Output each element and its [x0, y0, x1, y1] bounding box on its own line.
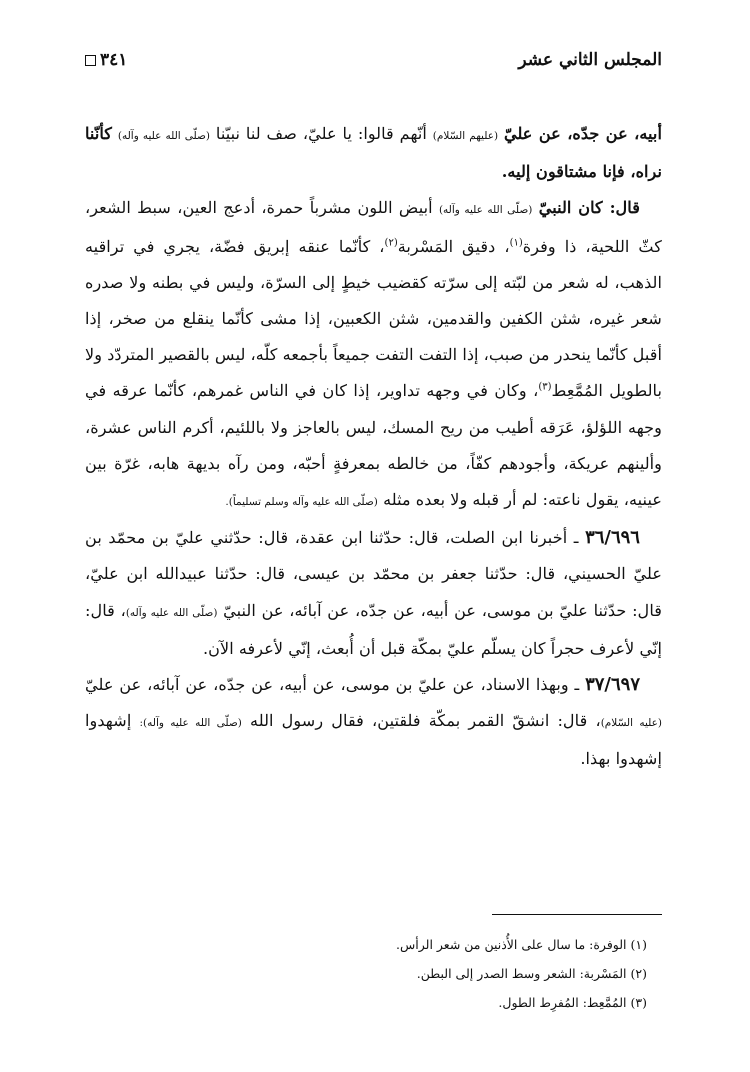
p2-text-c: ، دقيق المَسْربة [397, 236, 510, 256]
p2-text-a: قال: كان النبيّ [538, 198, 640, 218]
page-number [85, 50, 127, 70]
p2-blessing-end: (صلّى الله عليه وآله وسلم تسليماً). [225, 496, 378, 509]
p1-text-a: أبيه، عن جدّه، عن عليّ [503, 124, 662, 143]
running-header [85, 46, 662, 78]
paragraph-2 [85, 190, 662, 520]
footnotes [85, 930, 647, 1017]
chapter-title: المجلس الثاني عشر [518, 50, 662, 70]
p2-text-e: ، وكان في وجهه تداوير، إذا كان في الناس غمرهم، كأنّما عرقه في وجهه اللؤلؤ، عَرَقه أطيب من ريح المسك، ليس بالعاجز ولا باللئيم، أكرم الناس عشرة، وألينهم عريكة، وأجودهم كفّاً، من خالطه بمعرفةٍ أحبّه، ومن رآه بديهة هابه، غرّة بين عينيه، يقول ناعته: لم أر قبله ولا بعده مثله [85, 381, 662, 510]
p1-blessing-a: (عليهم السّلام) [432, 130, 499, 142]
p4-blessing-a: (عليه السّلام) [600, 717, 663, 730]
footnote-ref-2[interactable]: (٢) [384, 237, 398, 249]
p3-text-a: ـ أخبرنا ابن الصلت، قال: حدّثنا ابن عقدة، قال: حدّثني عليّ بن محمّد بن عليّ الحسيني، قال: حدّثنا جعفر بن محمّد بن عيسى، قال: حدّثنا عبيدالله ابن عليّ، قال: حدّثنا عليّ بن موسى، عن أبيه، عن جدّه، عن آبائه، عن النبيّ [85, 528, 662, 620]
footnote-2: (٢) المَسْربة: الشعر وسط الصدر إلى البطن. [416, 966, 647, 981]
p3-text-b: ، قال: إنّي لأعرف حجراً كان يسلّم عليّ بمكّة قبل أن أُبعث، إنّي لأعرفه الآن. [85, 600, 662, 658]
paragraph-4 [85, 667, 662, 778]
paragraph-3 [85, 520, 662, 667]
p4-text-b: ، قال: انشقّ القمر بمكّة فلقتين، فقال رسول الله [250, 711, 601, 731]
p2-blessing-a: (صلّى الله عليه وآله) [438, 204, 533, 217]
footnote-ref-3[interactable]: (٣) [538, 382, 552, 394]
p4-blessing-b: (صلّى الله عليه وآله): [139, 717, 242, 730]
body-text [85, 116, 662, 778]
hadith-number-697: ٣٧/٦٩٧ [585, 674, 640, 696]
page-number-text: ٣٤١ [100, 50, 128, 70]
p2-text-d: ، كأنّما عنقه إبريق فضّة، يجري في تراقيه الذهب، له شعر من لبّته إلى سرّته كقضيب خيطٍ إلى السرّة، وليس في بطنه ولا صدره شعر غيره، شثن الكفين والقدمين، شثن الكعبين، إذا مشى كأنّما ينقلع من صخر، إذا أقبل كأنّما ينحدر من صبب، إذا التفت التفت جميعاً بأجمعه كلّه، ليس بالقصير المتردّد ولا بالطويل المُمَّعِط [85, 236, 662, 401]
page-marker-box-icon [85, 55, 96, 66]
hadith-number-696: ٣٦/٦٩٦ [585, 527, 640, 549]
p1-blessing-b: (صلّى الله عليه وآله) [117, 130, 211, 142]
footnote-1: (١) الوفرة: ما سال على الأُذنين من شعر الرأس. [396, 937, 647, 952]
footnote-ref-1[interactable]: (١) [509, 237, 523, 249]
footnote-separator [492, 914, 662, 915]
p4-text-a: ـ وبهذا الاسناد، عن عليّ بن موسى، عن أبيه، عن جدّه، عن آبائه، عن عليّ [85, 675, 580, 695]
p1-text-c: كأنّنا نراه، فإنا مشتاقون إليه. [85, 124, 662, 182]
paragraph-1 [85, 116, 662, 190]
p2-text-b: أبيض اللون مشرباً حمرة، أدعج العين، سبط الشعر، كثّ اللحية، ذا وفرة [85, 198, 662, 256]
p4-text-c: إشهدوا إشهدوا بهذا. [85, 711, 662, 769]
footnote-3: (٣) المُمَّعِط: المُفرِط الطول. [498, 995, 647, 1010]
p1-text-b: أنّهم قالوا: يا عليّ، صف لنا نبيّنا [215, 124, 427, 143]
p3-blessing-a: (صلّى الله عليه وآله) [125, 606, 218, 619]
